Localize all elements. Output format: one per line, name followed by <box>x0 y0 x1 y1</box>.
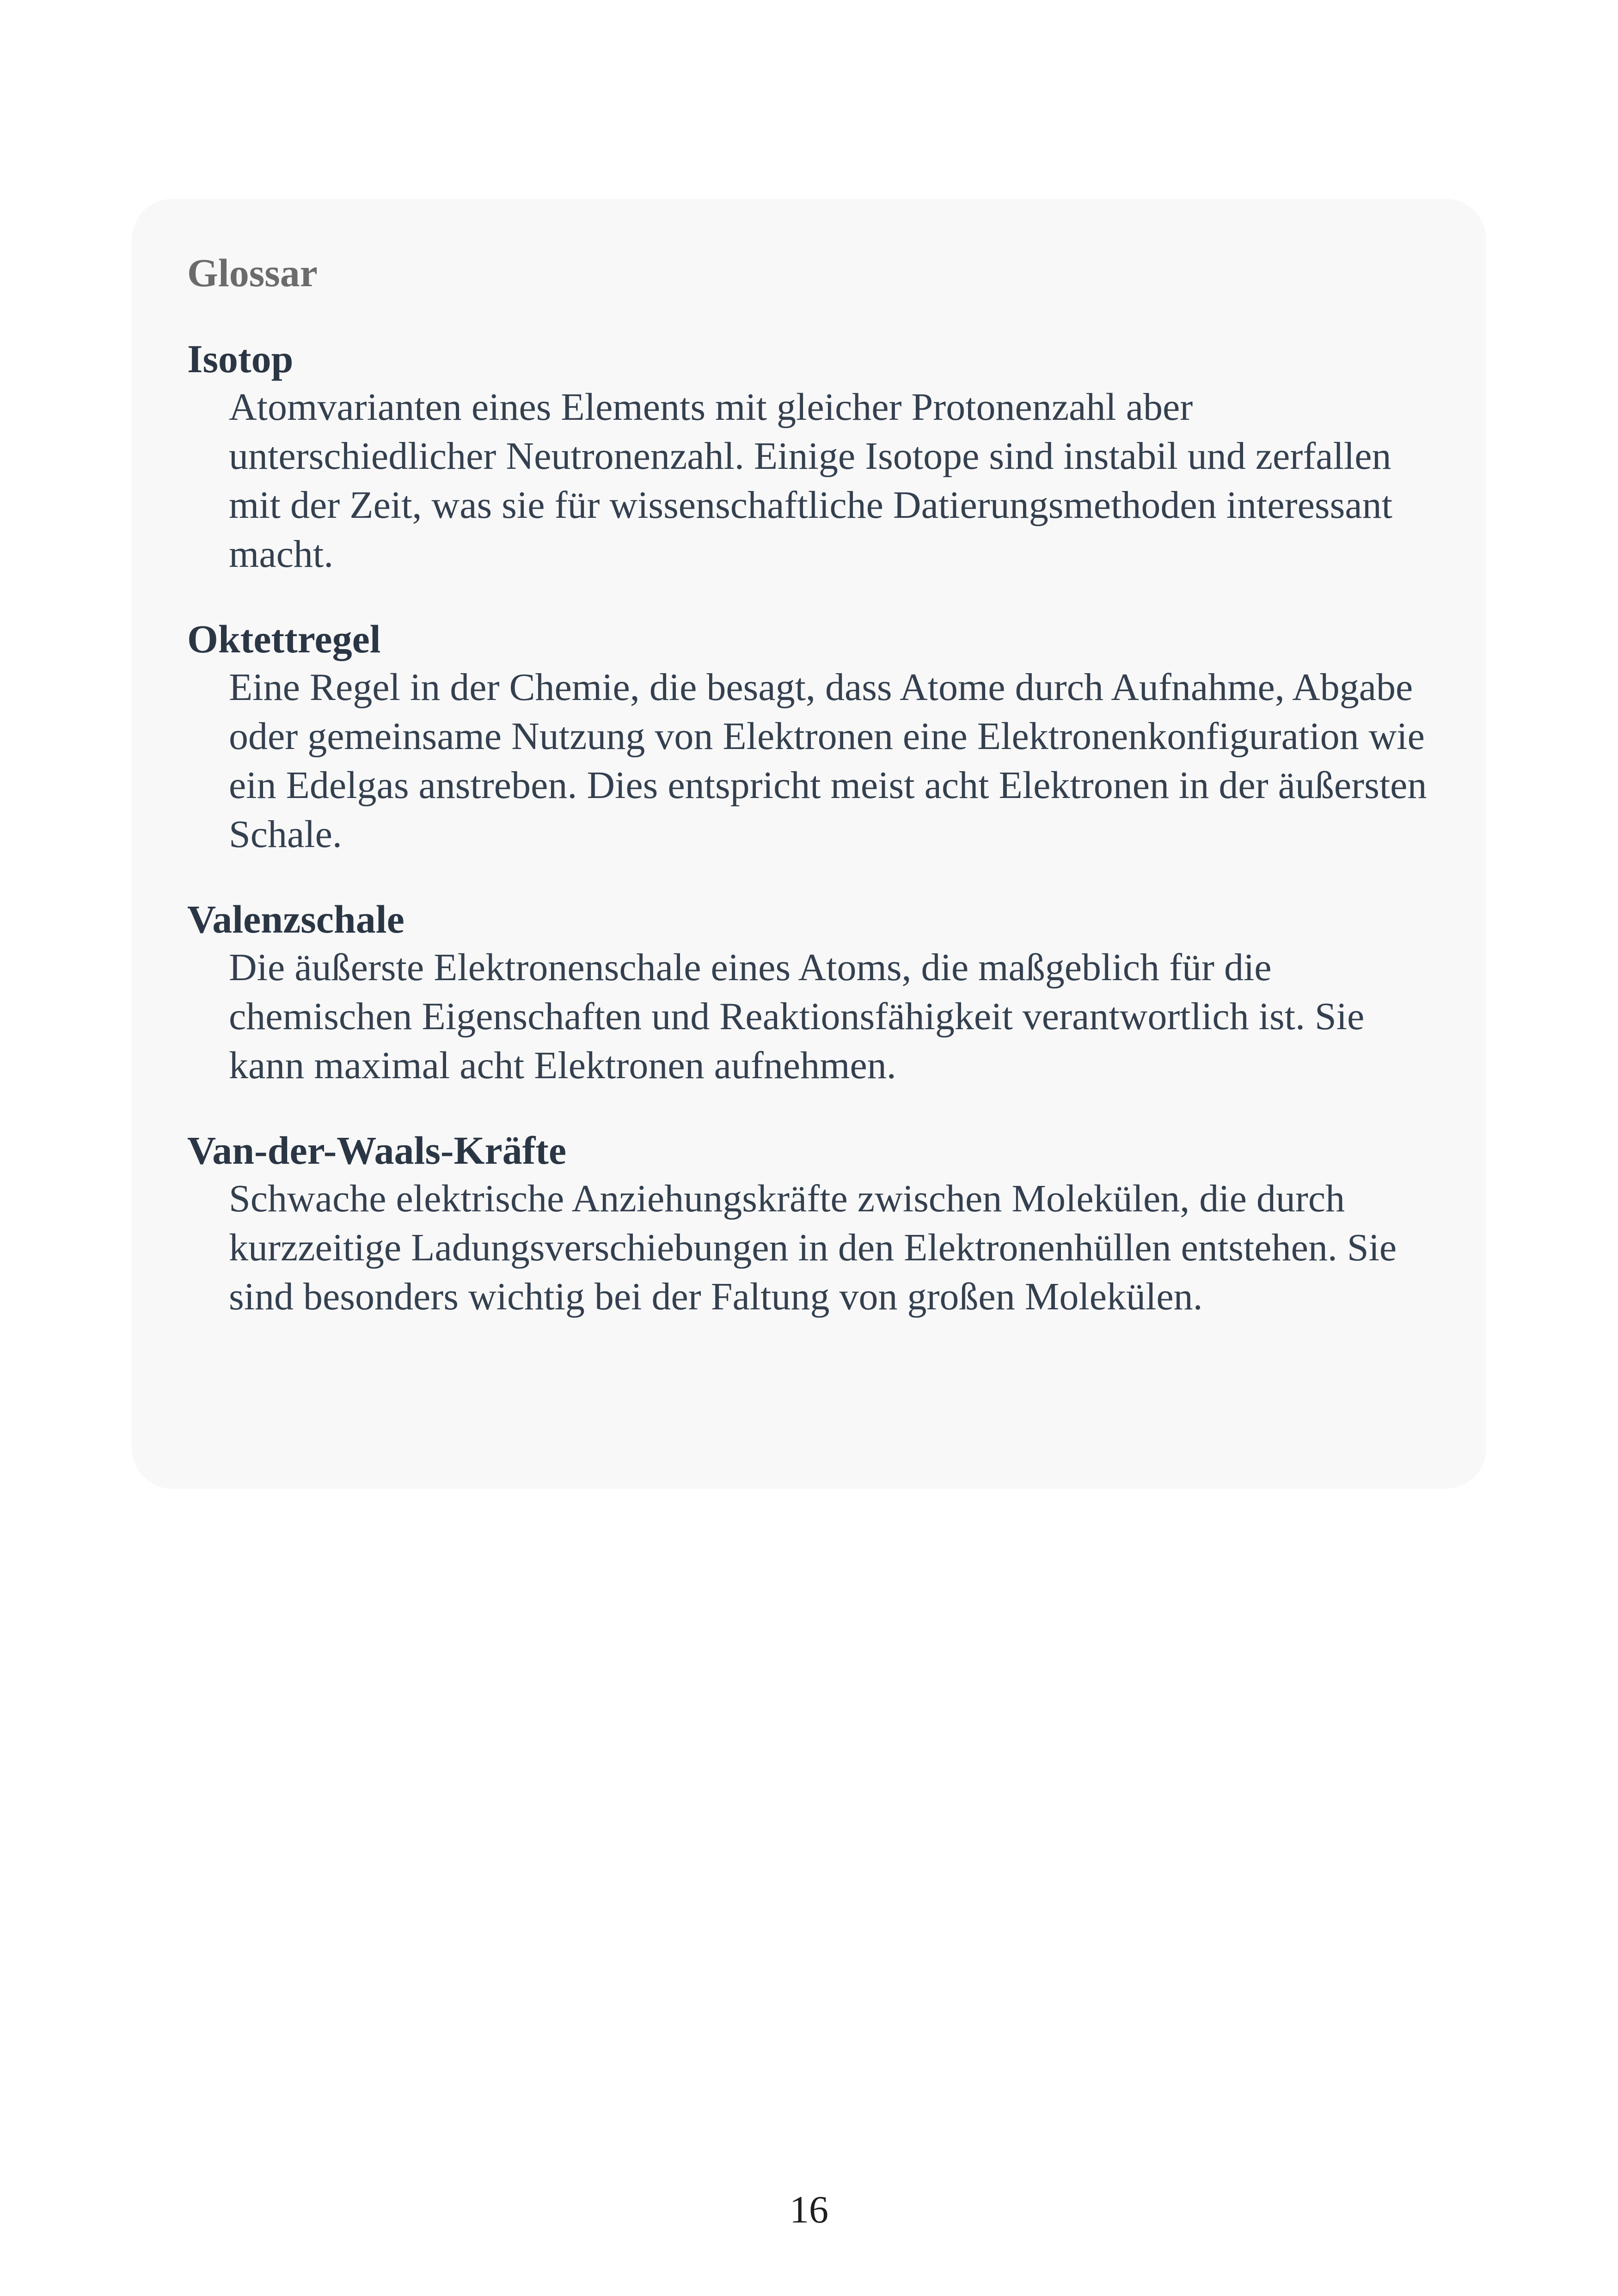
glossary-definition: Die äußerste Elektronenschale eines Atoms, die maßgeblich für die chemischen Eigenschaften und Reaktionsfähigkeit verantwortlich ist. Sie kann maximal acht Elektronen aufnehmen. <box>229 946 1365 1087</box>
glossary-title: Glossar <box>187 251 318 295</box>
glossary-definition: Atomvarianten eines Elements mit gleicher Protonenzahl aber unterschiedlicher Neutronenzahl. Einige Isotope sind instabil und zerfallen mit der Zeit, was sie für wissenschaftliche Datierungsmethoden interessant macht. <box>229 386 1392 576</box>
glossary-entry-valenzschale <box>187 895 1433 1090</box>
glossary-term: Van-der-Waals-Kräfte <box>187 1128 567 1173</box>
glossary-definition: Schwache elektrische Anziehungskräfte zwischen Molekülen, die durch kurzzeitige Ladungsverschiebungen in den Elektronenhüllen entstehen. Sie sind besonders wichtig bei der Faltung von großen Molekülen. <box>229 1177 1397 1318</box>
glossary-entry-oktettregel <box>187 615 1433 859</box>
glossary-entry-van-der-waals <box>187 1126 1433 1321</box>
glossary-term: Isotop <box>187 337 294 381</box>
glossary-box <box>132 199 1486 1489</box>
glossary-entry-isotop <box>187 335 1433 579</box>
glossary-definition: Eine Regel in der Chemie, die besagt, dass Atome durch Aufnahme, Abgabe oder gemeinsame Nutzung von Elektronen eine Elektronenkonfiguration wie ein Edelgas anstreben. Dies entspricht meist acht Elektronen in der äußersten Schale. <box>229 666 1427 856</box>
page-number: 16 <box>790 2188 828 2231</box>
glossary-term: Oktettregel <box>187 617 381 661</box>
glossary-term: Valenzschale <box>187 897 404 941</box>
